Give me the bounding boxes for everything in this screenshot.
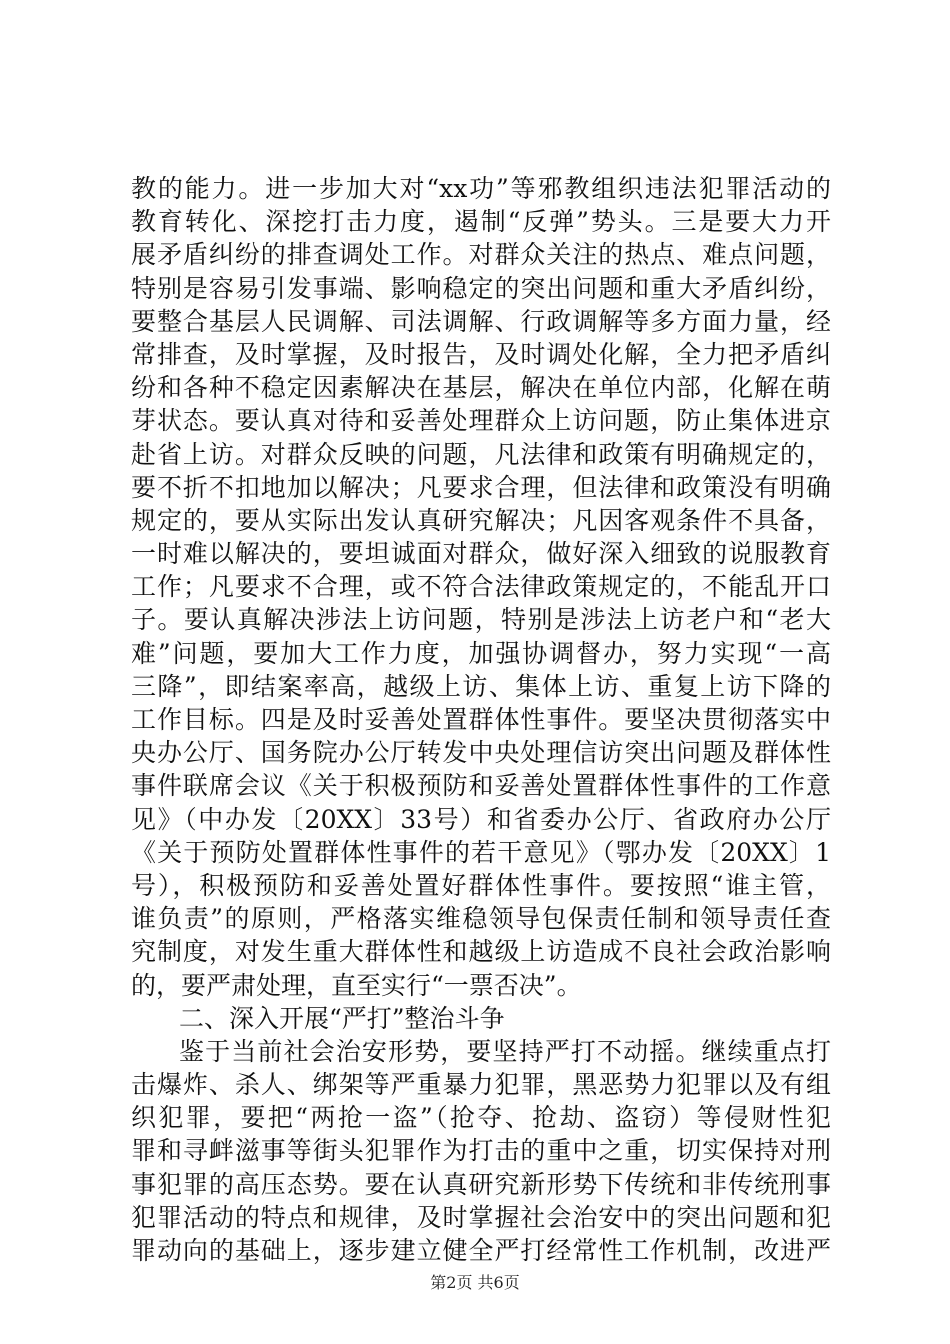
section-heading: 二、深入开展“严打”整治斗争 (179, 1003, 505, 1033)
text-line: 子。要认真解决涉法上访问题，特别是涉法上访老户和“老大 (131, 605, 831, 635)
text-line: 鉴于当前社会治安形势，要坚持严打不动摇。继续重点打 (179, 1036, 831, 1066)
document-body (131, 172, 831, 1267)
text-line: 罪和寻衅滋事等街头犯罪作为打击的重中之重，切实保持对刑 (131, 1136, 831, 1166)
text-line: 赴省上访。对群众反映的问题，凡法律和政策有明确规定的， (131, 439, 831, 469)
text-line: 常排查，及时掌握，及时报告，及时调处化解，全力把矛盾纠 (131, 339, 831, 369)
text-line: 击爆炸、杀人、绑架等严重暴力犯罪，黑恶势力犯罪以及有组 (131, 1070, 831, 1100)
text-line: 纷和各种不稳定因素解决在基层，解决在单位内部，化解在萌 (131, 373, 831, 403)
text-line: 一时难以解决的，要坦诚面对群众，做好深入细致的说服教育 (131, 539, 831, 569)
text-line: 教的能力。进一步加大对“xx功”等邪教组织违法犯罪活动的 (131, 174, 831, 203)
text-line: 事件联席会议《关于积极预防和妥善处置群体性事件的工作意 (131, 771, 831, 801)
text-line: 事犯罪的高压态势。要在认真研究新形势下传统和非传统刑事 (131, 1169, 831, 1199)
text-line: 三降”，即结案率高，越级上访、集体上访、重复上访下降的 (131, 671, 831, 701)
text-line: 织犯罪，要把“两抢一盗”（抢夺、抢劫、盗窃）等侵财性犯 (131, 1103, 831, 1133)
text-line: 犯罪活动的特点和规律，及时掌握社会治安中的突出问题和犯 (131, 1202, 831, 1232)
text-line: 工作目标。四是及时妥善处置群体性事件。要坚决贯彻落实中 (131, 705, 831, 734)
text-line: 央办公厅、国务院办公厅转发中央处理信访突出问题及群体性 (131, 738, 831, 768)
text-line: 究制度，对发生重大群体性和越级上访造成不良社会政治影响 (131, 937, 831, 967)
text-line: 特别是容易引发事端、影响稳定的突出问题和重大矛盾纠纷， (131, 273, 831, 303)
text-line: 号），积极预防和妥善处置好群体性事件。要按照“谁主管， (131, 870, 831, 900)
text-line: 要不折不扣地加以解决；凡要求合理，但法律和政策没有明确 (131, 472, 831, 502)
text-line: 展矛盾纠纷的排查调处工作。对群众关注的热点、难点问题， (131, 240, 831, 270)
text-line: 要整合基层人民调解、司法调解、行政调解等多方面力量，经 (131, 306, 831, 336)
text-line: 芽状态。要认真对待和妥善处理群众上访问题，防止集体进京 (131, 406, 831, 436)
text-line: 的，要严肃处理，直至实行“一票否决”。 (131, 970, 582, 1000)
text-line: 谁负责”的原则，严格落实维稳领导包保责任制和领导责任查 (131, 904, 831, 934)
page-footer (0, 1273, 950, 1293)
page-number: 第2页 共6页 (430, 1273, 520, 1292)
text-line: 见》（中办发〔20XX〕33号）和省委办公厅、省政府办公厅 (131, 804, 831, 834)
text-line: 罪动向的基础上，逐步建立健全严打经常性工作机制，改进严 (131, 1236, 831, 1265)
text-line: 难”问题，要加大工作力度，加强协调督办，努力实现“一高 (131, 638, 831, 668)
text-line: 教育转化、深挖打击力度，遏制“反弹”势头。三是要大力开 (131, 207, 831, 237)
text-line: 工作；凡要求不合理，或不符合法律政策规定的，不能乱开口 (131, 572, 831, 602)
text-line: 规定的，要从实际出发认真研究解决；凡因客观条件不具备， (131, 505, 831, 535)
text-line: 《关于预防处置群体性事件的若干意见》（鄂办发〔20XX〕1 (131, 837, 831, 867)
